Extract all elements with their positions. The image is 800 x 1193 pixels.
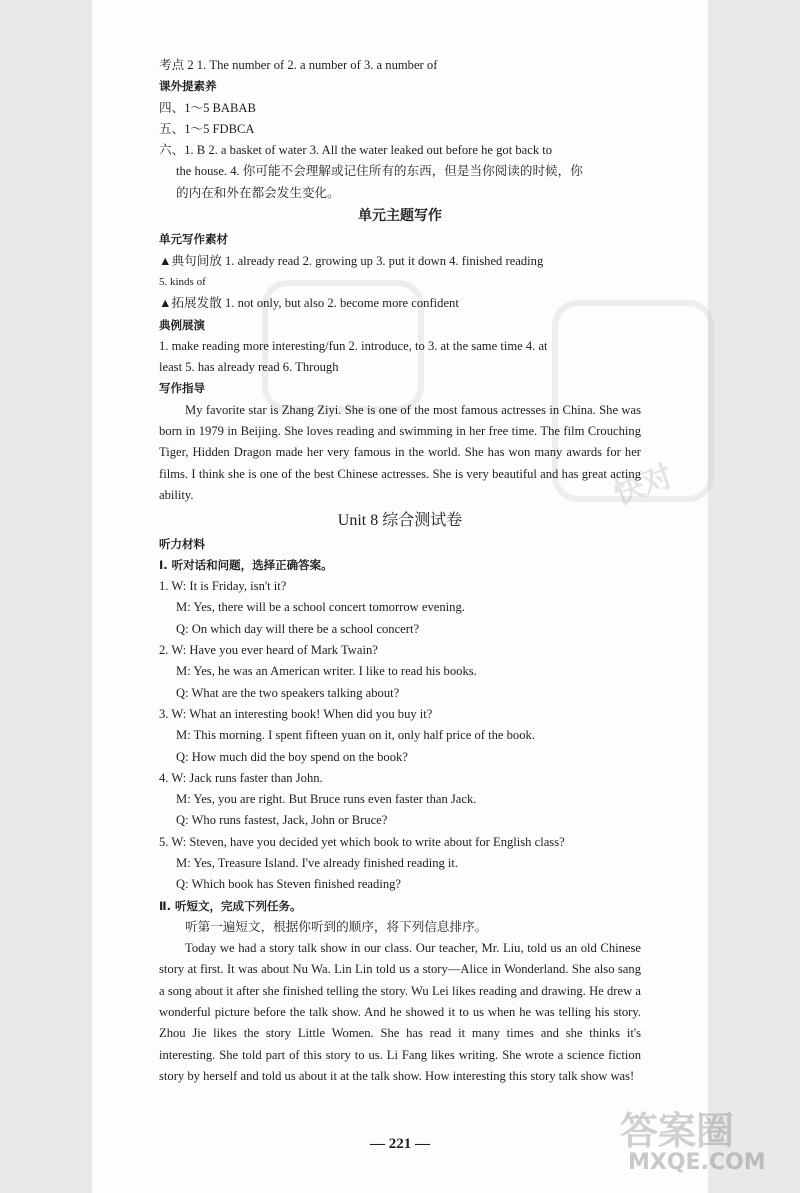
- section-heading: 典例展演: [159, 317, 205, 332]
- dialogue-question: Q: How much did the boy spend on the book?: [176, 749, 408, 764]
- dialogue-line: M: This morning. I spent fifteen yuan on it, only half price of the book.: [176, 728, 535, 743]
- dialogue-line: 2. W: Have you ever heard of Mark Twain?: [159, 643, 378, 658]
- dialogue-list: [159, 576, 641, 895]
- answer-line: the house. 4. 你可能不会理解或记住所有的东西，但是当你阅读的时候，你: [176, 164, 583, 179]
- answer-line: 五、1～5 FDBCA: [159, 121, 255, 136]
- dialogue-question: Q: Which book has Steven finished reading?: [176, 877, 402, 892]
- section-heading: 单元写作素材: [159, 232, 228, 247]
- answer-line: 的内在和外在都会发生变化。: [176, 185, 340, 200]
- dialogue-line: 1. W: It is Friday, isn't it?: [159, 579, 287, 594]
- unit-test-title: Unit 8 综合测试卷: [337, 512, 463, 530]
- part-heading: Ⅰ. 听对话和问题，选择正确答案。: [159, 557, 333, 572]
- dialogue-item: [159, 576, 641, 640]
- dialogue-line: M: Yes, you are right. But Bruce runs even faster than Jack.: [176, 792, 477, 807]
- story-passage: Today we had a story talk show in our class. Our teacher, Mr. Liu, told us an old Chinese story at first. It was about Nu Wa. Lin Lin told us a story—Alice in Wonderland. She also sang a song about it after she finished telling the story. Wu Lei likes reading and drawing. He drew a wonderful picture before the talk show. And he showed it to us when he was telling his story. Zhou Jie likes the story Little Women. She has read it many times and she thinks it's interesting. She told part of this story to us. Li Fang likes writing. She wrote a science fiction story by herself and told us about it at the talk show. How interesting this story talk show was!: [159, 941, 641, 1083]
- dialogue-question: Q: Who runs fastest, Jack, John or Bruce?: [176, 813, 388, 828]
- part-heading: Ⅱ. 听短文，完成下列任务。: [159, 898, 302, 913]
- section-heading: 写作指导: [159, 381, 205, 396]
- answer-line: least 5. has already read 6. Through: [159, 360, 339, 375]
- answer-line: 1. make reading more interesting/fun 2. introduce, to 3. at the same time 4. at: [159, 338, 548, 353]
- sample-essay: My favorite star is Zhang Ziyi. She is one of the most famous actresses in China. She was born in 1979 in Beijing. She loves reading and swimming in her free time. The film Crouching Tiger, Hidden Dragon made her very famous in the world. She has won many awards for her films. I think she is one of the best Chinese actresses. She is very beautiful and has great acting ability.: [159, 402, 641, 502]
- dialogue-item: [159, 640, 641, 704]
- answer-line: ▲典句间放 1. already read 2. growing up 3. put it down 4. finished reading: [159, 253, 544, 268]
- answer-line: 四、1～5 BABAB: [159, 100, 256, 115]
- answer-content: [159, 55, 641, 1087]
- dialogue-item: [159, 768, 641, 832]
- section-heading: 听力材料: [159, 536, 205, 551]
- dialogue-line: M: Yes, there will be a school concert tomorrow evening.: [176, 600, 465, 615]
- dialogue-question: Q: What are the two speakers talking about?: [176, 685, 400, 700]
- dialogue-line: M: Yes, Treasure Island. I've already finished reading it.: [176, 855, 459, 870]
- answer-line: 5. kinds of: [159, 275, 206, 288]
- dialogue-question: Q: On which day will there be a school concert?: [176, 621, 420, 636]
- section-title: 单元主题写作: [358, 208, 442, 225]
- watermark-url: MXQE.COM: [628, 1150, 766, 1175]
- dialogue-line: 5. W: Steven, have you decided yet which book to write about for English class?: [159, 834, 565, 849]
- dialogue-line: 3. W: What an interesting book! When did you buy it?: [159, 706, 433, 721]
- instruction-text: 听第一遍短文，根据你听到的顺序，将下列信息排序。: [185, 919, 488, 934]
- kaodian-answers: 考点 2 1. The number of 2. a number of 3. a number of: [159, 58, 438, 72]
- dialogue-line: 4. W: Jack runs faster than John.: [159, 770, 323, 785]
- dialogue-item: [159, 832, 641, 896]
- section-heading: 课外提素养: [159, 79, 217, 94]
- watermark-stamp-text: 快对: [609, 458, 678, 512]
- document-page: [92, 0, 708, 1193]
- page-number: — 221 —: [370, 1136, 430, 1152]
- answer-line: 六、1. B 2. a basket of water 3. All the water leaked out before he got back to: [159, 143, 553, 158]
- watermark-logo: 答案圈: [620, 1109, 735, 1153]
- answer-line: ▲拓展发散 1. not only, but also 2. become more confident: [159, 296, 459, 311]
- dialogue-item: [159, 704, 641, 768]
- dialogue-line: M: Yes, he was an American writer. I like to read his books.: [176, 664, 477, 679]
